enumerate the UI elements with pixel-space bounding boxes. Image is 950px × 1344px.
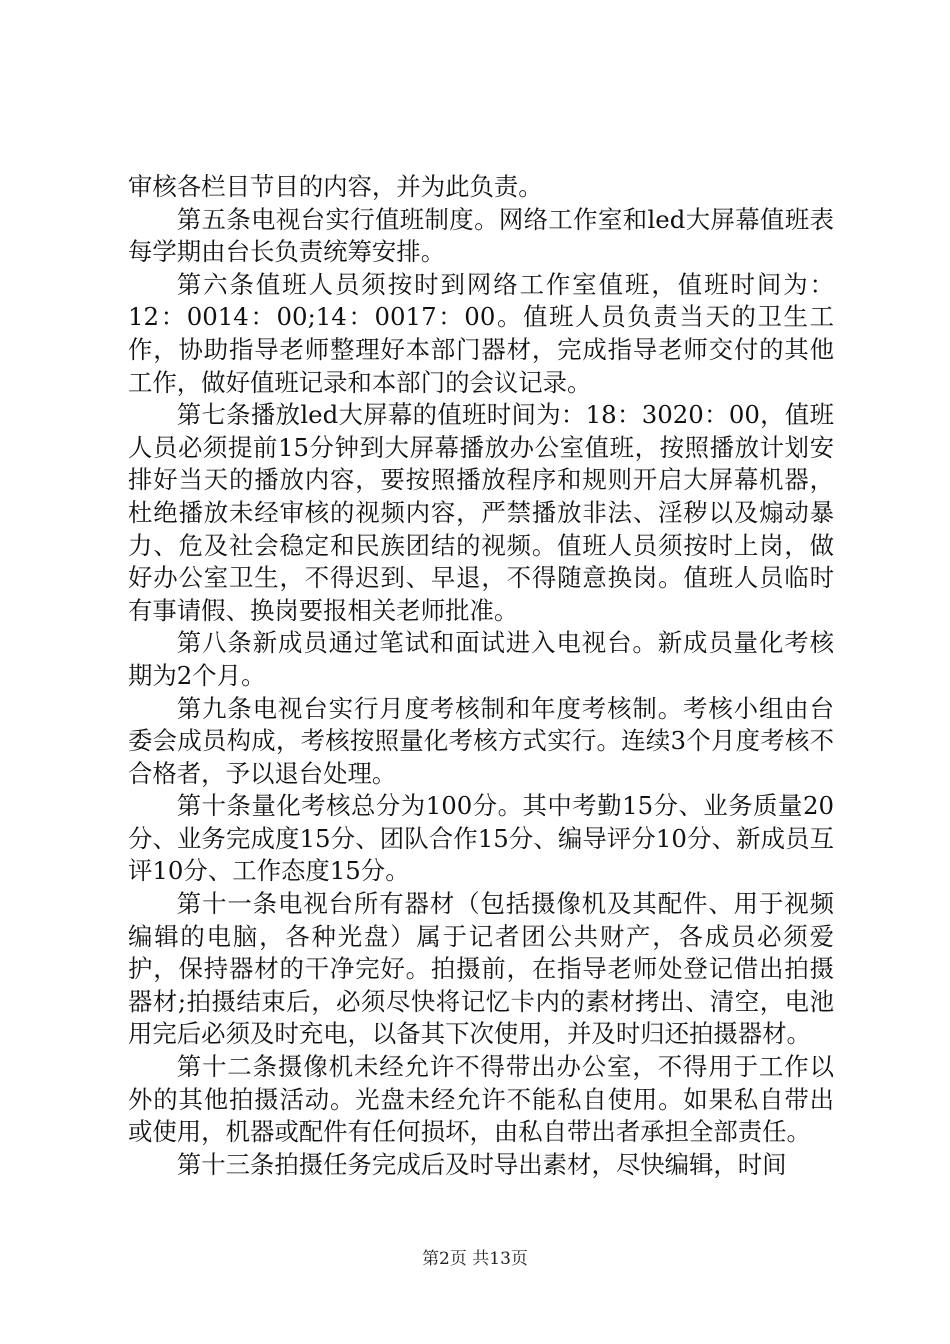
paragraph-1: 审核各栏目节目的内容，并为此负责。 <box>128 172 543 201</box>
paragraph-article-8: 第八条新成员通过笔试和面试进入电视台。新成员量化考核期为2个月。 <box>128 628 834 690</box>
paragraph-article-10: 第十条量化考核总分为100分。其中考勤15分、业务质量20分、业务完成度15分、团队合作15分、编导评分10分、新成员互评10分、工作态度15分。 <box>128 791 834 886</box>
paragraph-article-9: 第九条电视台实行月度考核制和年度考核制。考核小组由台委会成员构成，考核按照量化考核方式实行。连续3个月度考核不合格者，予以退台处理。 <box>128 693 834 788</box>
paragraph-article-11: 第十一条电视台所有器材（包括摄像机及其配件、用于视频编辑的电脑，各种光盘）属于记者团公共财产，各成员必须爱护，保持器材的干净完好。拍摄前，在指导老师处登记借出拍摄器材;拍摄结束后，必须尽快将记忆卡内的素材拷出、清空，电池用完后必须及时充电，以备其下次使用，并及时归还拍摄器材。 <box>128 889 834 1049</box>
paragraph-article-12: 第十二条摄像机未经允许不得带出办公室，不得用于工作以外的其他拍摄活动。光盘未经允许不能私自使用。如果私自带出或使用，机器或配件有任何损坏，由私自带出者承担全部责任。 <box>128 1052 834 1147</box>
paragraph-article-7: 第七条播放led大屏幕的值班时间为：18：3020：00，值班人员必须提前15分钟到大屏幕播放办公室值班，按照播放计划安排好当天的播放内容，要按照播放程序和规则开启大屏幕机器，杜绝播放未经审核的视频内容，严禁播放非法、淫秽以及煽动暴力、危及社会稳定和民族团结的视频。值班人员须按时上岗，做好办公室卫生，不得迟到、早退，不得随意换岗。值班人员临时有事请假、换岗要报相关老师批准。 <box>128 400 834 625</box>
paragraph-article-13: 第十三条拍摄任务完成后及时导出素材，尽快编辑，时间 <box>176 1149 787 1179</box>
paragraph-article-6: 第六条值班人员须按时到网络工作室值班，值班时间为：12：0014：00;14：0017：00。值班人员负责当天的卫生工作，协助指导老师整理好本部门器材，完成指导老师交付的其他工作，做好值班记录和本部门的会议记录。 <box>128 269 834 397</box>
paragraph-article-5: 第五条电视台实行值班制度。网络工作室和led大屏幕值班表每学期由台长负责统筹安排。 <box>128 204 834 267</box>
page-number-footer: 第2页 共13页 <box>422 1249 528 1269</box>
document-body <box>128 171 834 1181</box>
